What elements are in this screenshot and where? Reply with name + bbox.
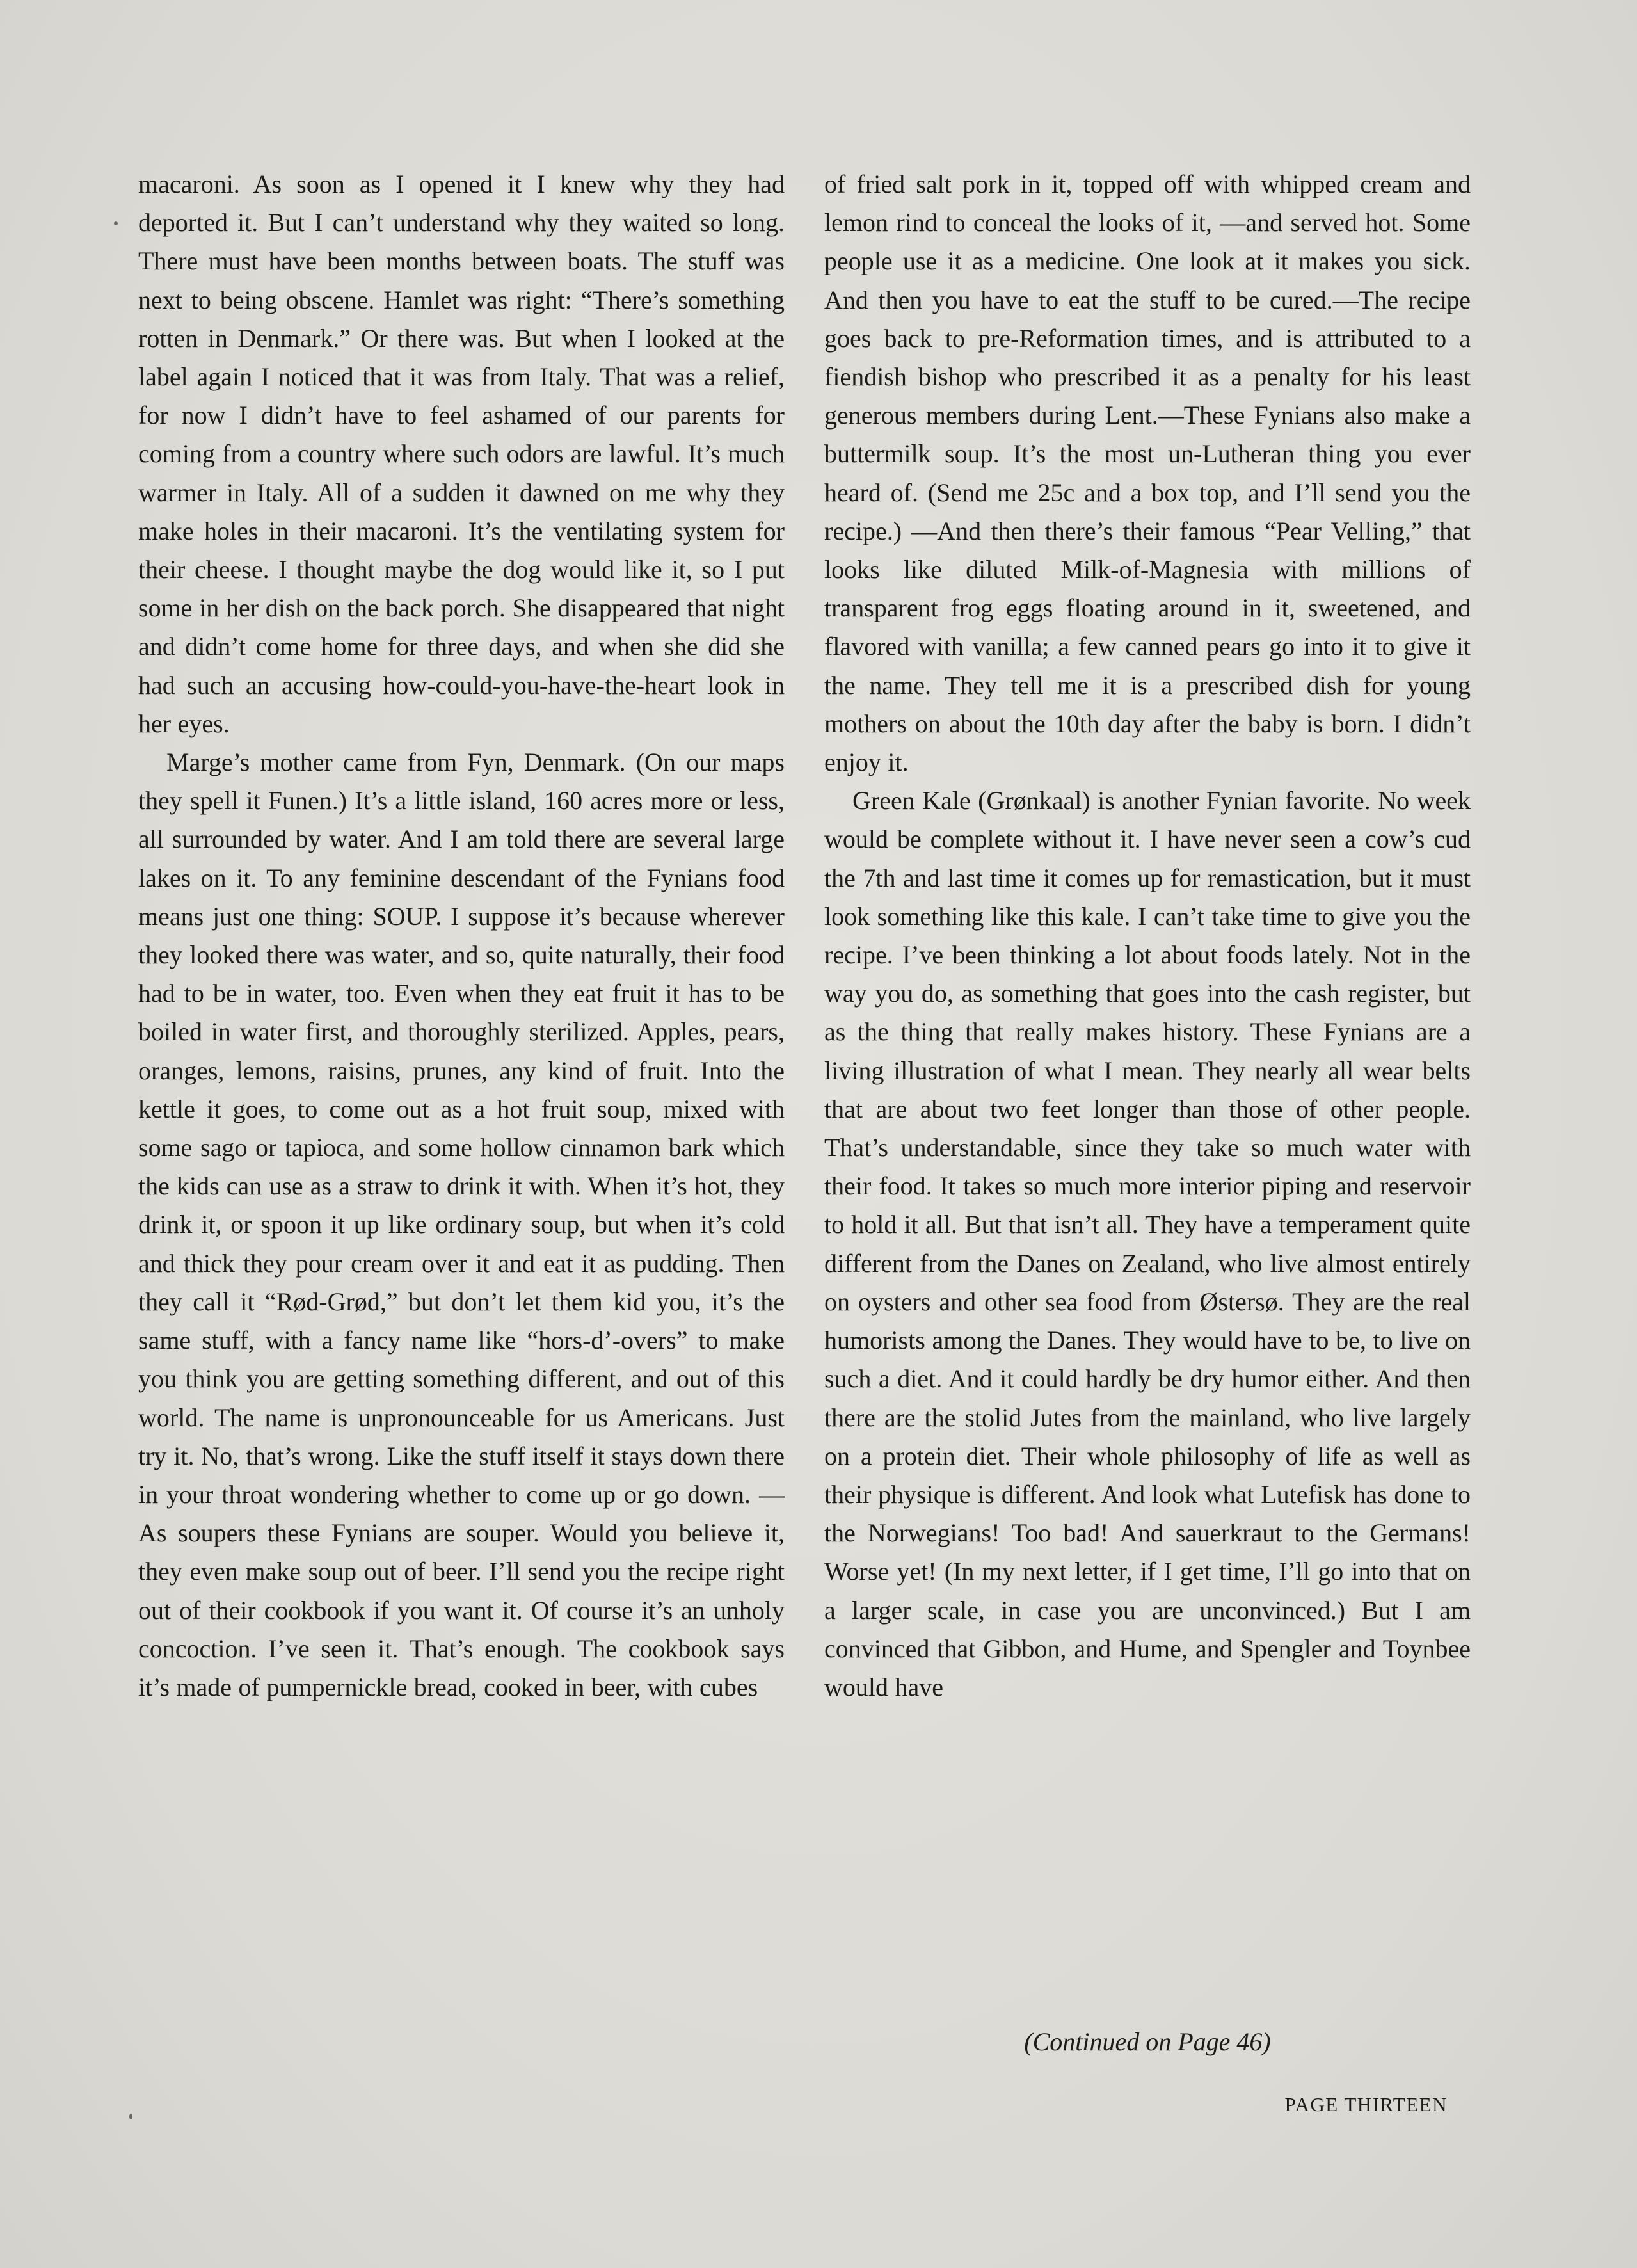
paper-speck	[129, 2114, 132, 2119]
paragraph: Green Kale (Grønkaal) is another Fynian favorite. No week would be complete without it. I have never seen a cow’s cud the 7th and last time it comes up for remastication, but it must look something like this kale. I can’t take time to give you the recipe. I’ve been thinking a lot about foods lately. Not in the way you do, as something that goes into the cash register, but as the thing that really makes history. These Fynians are a living illustration of what I mean. They nearly all wear belts that are about two feet longer than those of other people. That’s understandable, since they take so much water with their food. It takes so much more interior piping and reservoir to hold it all. But that isn’t all. They have a temperament quite different from the Danes on Zealand, who live almost entirely on oysters and other sea food from Østersø. They are the real humorists among the Danes. They would have to be, to live on such a diet. And it could hardly be dry humor either. And then there are the stolid Jutes from the mainland, who live largely on a protein diet. Their whole philosophy of life as well as their physique is different. And look what Lutefisk has done to the Norwegians! Too bad! And sauerkraut to the Germans! Worse yet! (In my next letter, if I get time, I’ll go into that on a larger scale, in case you are unconvinced.) But I am convinced that Gibbon, and Hume, and Spengler and Toynbee would have	[824, 786, 1471, 1701]
paper-speck	[114, 221, 118, 225]
right-column	[824, 165, 1471, 1707]
paragraph: macaroni. As soon as I opened it I knew why they had deported it. But I can’t understand why they waited so long. There must have been months between boats. The stuff was next to being obscene. Hamlet was right: “There’s something rotten in Denmark.” Or there was. But when I looked at the label again I noticed that it was from Italy. That was a relief, for now I didn’t have to feel ashamed of our parents for coming from a country where such odors are lawful. It’s much warmer in Italy. All of a sudden it dawned on me why they make holes in their macaroni. It’s the ventilating system for their cheese. I thought maybe the dog would like it, so I put some in her dish on the back porch. She disappeared that night and didn’t come home for three days, and when she did she had such an accusing how-could-you-have-the-heart look in her eyes.	[138, 170, 785, 738]
paragraph: Marge’s mother came from Fyn, Denmark. (On our maps they spell it Funen.) It’s a little island, 160 acres more or less, all surrounded by water. And I am told there are several large lakes on it. To any feminine descendant of the Fynians food means just one thing: SOUP. I suppose it’s because wherever they looked there was water, and so, quite naturally, their food had to be in water, too. Even when they eat fruit it has to be boiled in water first, and thoroughly sterilized. Apples, pears, oranges, lemons, raisins, prunes, any kind of fruit. Into the kettle it goes, to come out as a hot fruit soup, mixed with some sago or tapioca, and some hollow cinnamon bark which the kids can use as a straw to drink it with. When it’s hot, they drink it, or spoon it up like ordinary soup, but when it’s cold and thick they pour cream over it and eat it as pudding. Then they call it “Rød-Grød,” but don’t let them kid you, it’s the same stuff, with a fancy name like “hors-d’-overs” to make you think you are getting something different, and out of this world. The name is unpronounceable for us Americans. Just try it. No, that’s wrong. Like the stuff itself it stays down there in your throat wondering whether to come up or go down. —As soupers these Fynians are souper. Would you believe it, they even make soup out of beer. I’ll send you the recipe right out of their cookbook if you want it. Of course it’s an unholy concoction. I’ve seen it. That’s enough. The cookbook says it’s made of pumpernickle bread, cooked in beer, with cubes	[138, 748, 785, 1701]
left-column	[138, 165, 785, 1707]
page-number-label: PAGE THIRTEEN	[1284, 2093, 1448, 2116]
paragraph: of fried salt pork in it, topped off with whipped cream and lemon rind to conceal the looks of it, —and served hot. Some people use it as a medicine. One look at it makes you sick. And then you have to eat the stuff to be cured.—The recipe goes back to pre-Reformation times, and is attributed to a fiendish bishop who prescribed it as a penalty for his least generous members during Lent.—These Fynians also make a buttermilk soup. It’s the most un-Lutheran thing you ever heard of. (Send me 25c and a box top, and I’ll send you the recipe.) —And then there’s their famous “Pear Velling,” that looks like diluted Milk-of-Magnesia with millions of transparent frog eggs floating around in it, sweetened, and flavored with vanilla; a few canned pears go into it to give it the name. They tell me it is a prescribed dish for young mothers on about the 10th day after the baby is born. I didn’t enjoy it.	[824, 170, 1471, 777]
continued-note: (Continued on Page 46)	[1024, 2027, 1271, 2056]
